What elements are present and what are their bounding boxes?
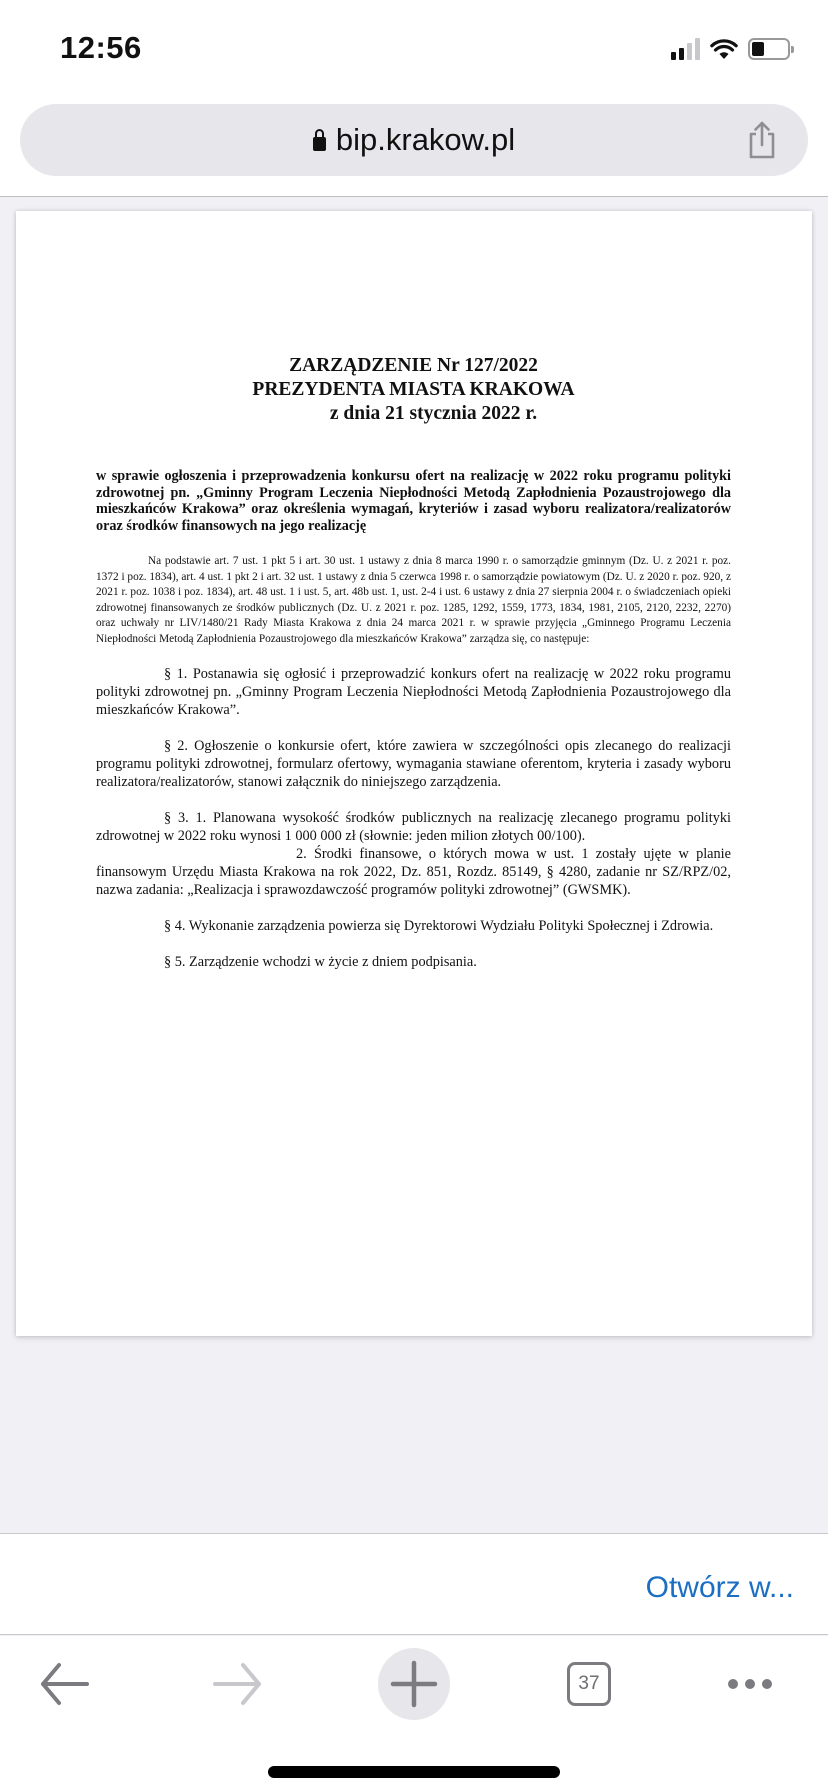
section-4: § 4. Wykonanie zarządzenia powierza się Dyrektorowi Wydziału Polityki Społecznej i Zdrowia.: [164, 918, 714, 935]
title-line-3: z dnia 21 stycznia 2022 r.: [329, 403, 538, 424]
document-subject: w sprawie ogłoszenia i przeprowadzenia konkursu ofert na realizację w 2022 roku programu polityki zdrowotnej pn. „Gminny Program Leczenia Niepłodności Metodą Zapłodnienia Pozaustrojowego dla mieszkańców Krakowa” oraz określenia wymagań, kryteriów i zasad wyboru realizatora/realizatorów oraz środków finansowych na jego realizację: [96, 468, 731, 534]
forward-button[interactable]: [210, 1654, 266, 1714]
arrow-left-icon: [39, 1662, 89, 1706]
address-bar[interactable]: [20, 104, 808, 176]
url-display[interactable]: [20, 122, 808, 158]
status-icons: [671, 38, 790, 60]
more-dots-icon: [762, 1679, 772, 1689]
status-time: 12:56: [60, 30, 142, 65]
section-3-2: 2. Środki finansowe, o których mowa w ust. 1 zostały ujęte w planie finansowym Urzędu Miasta Krakowa na rok 2022, Dz. 851, Rozdz. 85149, § 4280, zadanie nr SZ/RPZ/02, nazwa zadania: „Realizacja i sprawozdawczość programów polityki zdrowotnej” (GWSMK).: [96, 846, 731, 899]
document-body: [96, 354, 731, 971]
tabs-button[interactable]: [565, 1654, 613, 1714]
share-icon[interactable]: [746, 120, 778, 160]
home-indicator[interactable]: [268, 1766, 560, 1778]
tab-count: 37: [567, 1662, 611, 1706]
pdf-viewer[interactable]: [0, 198, 828, 1533]
new-tab-button[interactable]: [378, 1648, 450, 1720]
browser-header: [0, 100, 828, 197]
section-1: § 1. Postanawia się ogłosić i przeprowadzić konkurs ofert na realizację w 2022 roku programu polityki zdrowotnej pn. „Gminny Program Leczenia Niepłodności Metodą Zapłodnienia Pozaustrojowego dla mieszkańców Krakowa”.: [96, 666, 731, 719]
section-5: § 5. Zarządzenie wchodzi w życie z dniem podpisania.: [164, 954, 477, 971]
plus-icon: [390, 1660, 438, 1708]
back-button[interactable]: [36, 1654, 92, 1714]
title-line-2: PREZYDENTA MIASTA KRAKOWA: [252, 379, 575, 400]
status-bar: [0, 0, 828, 100]
title-line-1: ZARZĄDZENIE Nr 127/2022: [289, 355, 538, 376]
section-3-1: § 3. 1. Planowana wysokość środków publicznych na realizację zlecanego programu polityki zdrowotnej w 2022 roku wynosi 1 000 000 zł (słownie: jeden milion złotych 00/100).: [96, 810, 731, 845]
document-title: [96, 354, 731, 426]
pdf-page: [16, 211, 812, 1336]
section-2: § 2. Ogłoszenie o konkursie ofert, które zawiera w szczególności opis zlecanego do realizacji programu polityki zdrowotnej, formularz ofertowy, wymagania stawiane oferentom, kryteria i zasady wyboru realizatora/realizatorów, stanowi załącznik do niniejszego zarządzenia.: [96, 738, 731, 791]
battery-icon: [748, 38, 790, 60]
open-in-button[interactable]: Otwórz w...: [645, 1571, 794, 1604]
more-dots-icon: [745, 1679, 755, 1689]
open-in-bar: [0, 1533, 828, 1635]
more-dots-icon: [728, 1679, 738, 1689]
arrow-right-icon: [213, 1662, 263, 1706]
more-menu-button[interactable]: [720, 1654, 780, 1714]
url-text: bip.krakow.pl: [335, 122, 516, 157]
wifi-icon: [710, 38, 738, 60]
lock-icon: [313, 137, 326, 151]
legal-basis: Na podstawie art. 7 ust. 1 pkt 5 i art. 30 ust. 1 ustawy z dnia 8 marca 1990 r. o samorządzie gminnym (Dz. U. z 2021 r. poz. 1372 i poz. 1834), art. 4 ust. 1 pkt 2 i art. 32 ust. 1 ustawy z dnia 5 czerwca 1998 r. o samorządzie powiatowym (Dz. U. z 2020 r. poz. 920, z 2021 r. poz. 1038 i poz. 1834), art. 48 ust. 1 i ust. 5, art. 48b ust. 1, ust. 2-4 i ust. 6 ustawy z dnia 27 sierpnia 2004 r. o świadczeniach opieki zdrowotnej finansowanych ze środków publicznych (Dz. U. z 2021 r. poz. 1285, 1292, 1559, 1773, 1834, 1981, 2105, 2120, 2232, 2270) oraz uchwały nr LIV/1480/21 Rady Miasta Krakowa z dnia 24 marca 2021 r. w sprawie przyjęcia „Gminnego Programu Leczenia Niepłodności Metodą Zapłodnienia Pozaustrojowego dla mieszkańców Krakowa” zarządza się, co następuje:: [96, 555, 731, 645]
cellular-signal-icon: [671, 38, 700, 60]
